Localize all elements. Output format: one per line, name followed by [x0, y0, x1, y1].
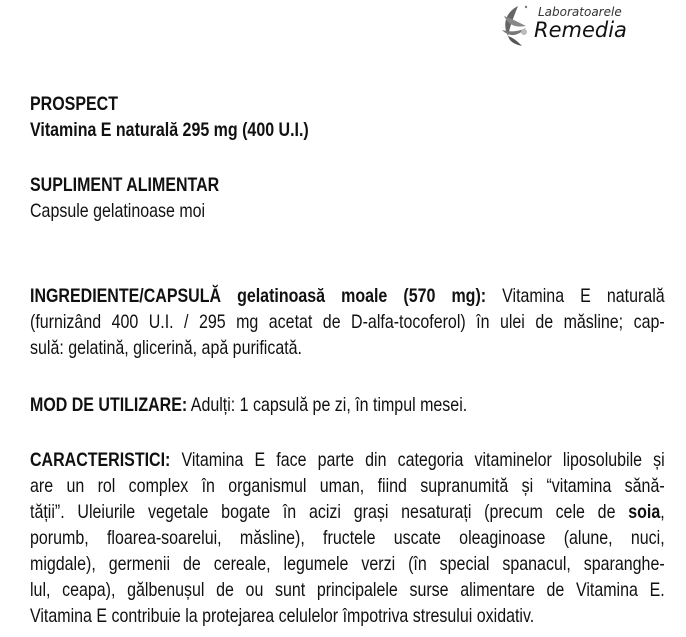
text-line: [30, 447, 665, 473]
usage-section: [30, 392, 665, 418]
text-line: [30, 283, 665, 309]
text-line: [30, 309, 665, 335]
bold-text: INGREDIENTE/CAPSULĂ gelatinoasă moale (570 mg):: [30, 285, 487, 307]
bold-text: MOD DE UTILIZARE:: [30, 394, 188, 416]
text-line: [30, 198, 665, 224]
body-text: Vitamina E face parte din categoria vitaminelor liposolubile și: [170, 449, 665, 471]
body-text: porumb, floarea-soarelui, măsline), fructele uscate oleaginoase (alune, nuci,: [30, 527, 665, 549]
body-text: are un rol complex în organismul uman, fiind supranumită și “vitamina sănă-: [30, 475, 665, 497]
bold-text: Vitamina E naturală 295 mg (400 U.I.): [30, 119, 309, 141]
body-text: migdale), germenii de cereale, legumele verzi (în special spanacul, sparanghe-: [30, 553, 665, 575]
ingredients-section: [30, 283, 665, 361]
body-text: (furnizând 400 U.I. / 295 mg acetat de D-alfa-tocoferol) în ulei de măsline; cap-: [30, 311, 665, 333]
text-line: [30, 499, 665, 525]
body-text: ,: [660, 501, 665, 523]
body-text: Capsule gelatinoase moi: [30, 200, 206, 222]
text-line: [30, 117, 665, 143]
text-line: [30, 577, 665, 603]
text-line: [30, 392, 665, 418]
logo-title: Remedia: [534, 18, 627, 42]
prospect-heading: [30, 91, 665, 143]
bold-text: SUPLIMENT ALIMENTAR: [30, 174, 220, 196]
remedia-logo: [496, 2, 636, 46]
body-text: tății”. Uleiurile vegetale bogate în acizi grași nesaturați (precum cele de: [30, 501, 629, 523]
text-line: [30, 335, 665, 361]
text-line: [30, 525, 665, 551]
body-text: sulă: gelatină, glicerină, apă purificată.: [30, 337, 302, 359]
text-line: [30, 603, 665, 629]
body-text: Vitamina E naturală: [486, 285, 665, 307]
bold-text: soia: [628, 501, 661, 523]
text-line: [30, 91, 665, 117]
characteristics-section: [30, 447, 665, 629]
leaf-logo-icon: [496, 2, 532, 46]
logo-subtitle: Laboratoarele: [538, 5, 622, 19]
body-text: Vitamina E contribuie la protejarea celulelor împotriva stresului oxidativ.: [30, 605, 535, 627]
body-text: lul, ceapa), gălbenușul de ou sunt principalele surse alimentare de Vitamina E.: [30, 579, 665, 601]
body-text: Adulți: 1 capsulă pe zi, în timpul mesei.: [187, 394, 468, 416]
bold-text: CARACTERISTICI:: [30, 449, 171, 471]
text-line: [30, 172, 665, 198]
text-line: [30, 473, 665, 499]
bold-text: PROSPECT: [30, 93, 118, 115]
text-line: [30, 551, 665, 577]
supplement-heading: [30, 172, 665, 224]
